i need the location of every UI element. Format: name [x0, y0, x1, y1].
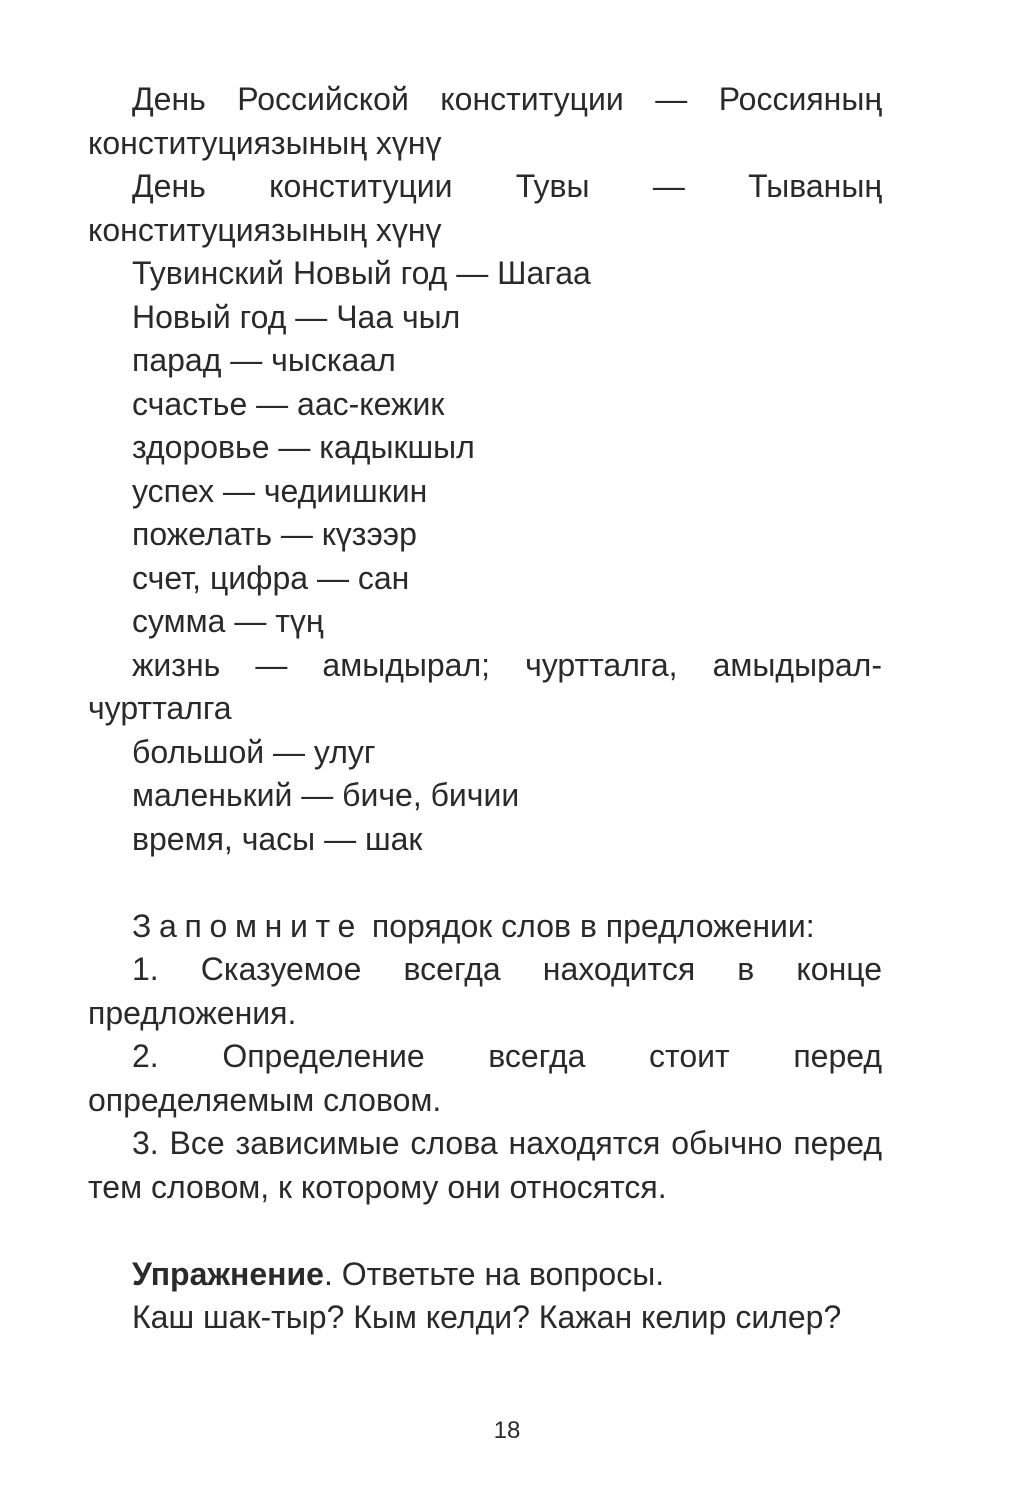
vocab-entry-big: большой — улуг: [132, 733, 376, 770]
vocab-entry-new-year: Новый год — Чаа чыл: [132, 298, 461, 335]
vocab-entry-wish: пожелать — күзээр: [132, 516, 417, 552]
exercise-instruction: . Ответьте на вопросы.: [323, 1255, 665, 1292]
vocab-entry-happiness: счастье — аас-кежик: [132, 385, 445, 422]
exercise-label: Упражнение: [132, 1255, 324, 1292]
vocab-entry-constitution-russia: День Российской конституции — Россияның конституциязының хүнү: [88, 81, 882, 161]
vocab-entry-time: время, часы — шак: [132, 820, 423, 857]
rule-item: 3. Все зависимые слова находятся обычно перед тем словом, к которому они относятся.: [88, 1125, 882, 1205]
vocab-entry-number: счет, цифра — сан: [132, 559, 410, 596]
vocab-entry-sum: сумма — түң: [132, 603, 324, 639]
vocab-entry-life: жизнь — амыдырал; чуртталга, амыдырал-чуртталга: [88, 646, 882, 726]
text-column: [88, 78, 882, 1340]
vocab-entry-small: маленький — биче, бичии: [132, 777, 520, 813]
rules-intro: [88, 905, 882, 949]
vocab-entry-success: успех — чедиишкин: [132, 472, 428, 509]
rules-intro-spaced: Запомните: [132, 907, 364, 944]
rules-intro-rest: порядок слов в предложении:: [363, 907, 815, 944]
rule-item: 1. Сказуемое всегда находится в конце предложения.: [88, 951, 882, 1031]
rule-item: 2. Определение всегда стоит перед определяемым словом.: [88, 1038, 882, 1118]
vocab-entry-constitution-tuva: День конституции Тувы — Тываның конституциязының хүнү: [88, 168, 882, 248]
vocab-entry-parade: парад — чыскаал: [132, 342, 396, 378]
vocab-entry-shagaa: Тувинский Новый год — Шагаа: [132, 255, 591, 291]
vocab-entry-health: здоровье — кадыкшыл: [132, 429, 475, 465]
exercise-questions: Каш шак-тыр? Кым келди? Кажан келир силер?: [132, 1299, 842, 1335]
exercise-heading: [88, 1253, 882, 1297]
section-gap: [88, 861, 882, 905]
section-gap: [88, 1209, 882, 1253]
page-number: 18: [493, 1417, 521, 1444]
